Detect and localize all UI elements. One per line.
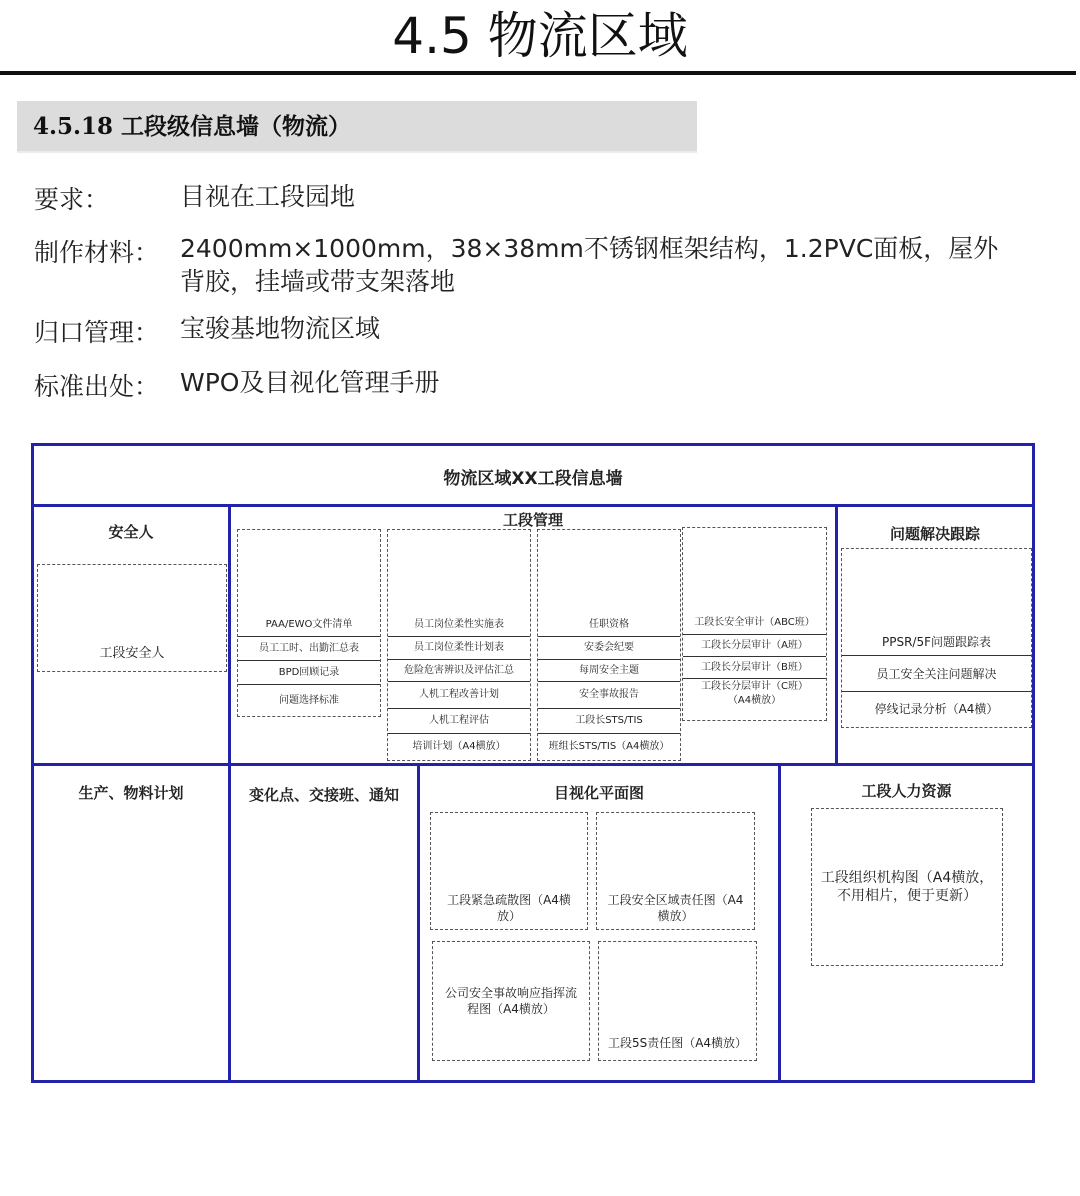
visual-panel bbox=[417, 763, 781, 1083]
visual-card-safety-zone bbox=[596, 812, 755, 930]
req-value-source: WPO及目视化管理手册 bbox=[180, 368, 440, 397]
req-value-material: 2400mm×1000mm，38×38mm不锈钢框架结构，1.2PVC面板，屋外 bbox=[180, 234, 999, 263]
req-label-source: 标准出处： bbox=[34, 372, 160, 401]
visual-card-5s bbox=[598, 941, 757, 1061]
production-panel bbox=[31, 763, 231, 1083]
management-col-3 bbox=[537, 529, 681, 761]
production-title: 生产、物料计划 bbox=[78, 784, 184, 802]
list-item: 人机工程评估 bbox=[388, 708, 530, 733]
management-col-1 bbox=[237, 529, 381, 717]
problem-title: 问题解决跟踪 bbox=[889, 525, 980, 543]
list-item: 停线记录分析（A4横） bbox=[842, 691, 1031, 725]
visual-card-accident-response bbox=[432, 941, 590, 1061]
list-item: 员工岗位柔性实施表 bbox=[414, 619, 504, 630]
req-label-material: 制作材料： bbox=[34, 238, 160, 267]
safety-panel bbox=[31, 504, 231, 766]
list-item: 工段长分层审计（C班） bbox=[683, 678, 826, 694]
safety-person-card bbox=[37, 564, 227, 672]
visual-card-evacuation bbox=[430, 812, 588, 930]
board-title-box bbox=[31, 443, 1035, 507]
req-label-requirement: 要求： bbox=[34, 185, 110, 214]
req-value-requirement: 目视在工段园地 bbox=[180, 182, 356, 211]
change-panel bbox=[228, 763, 420, 1083]
management-panel bbox=[228, 504, 838, 766]
management-col-4 bbox=[682, 527, 827, 721]
change-title: 变化点、交接班、通知 bbox=[248, 786, 399, 804]
list-item: 每周安全主题 bbox=[538, 659, 680, 681]
req-value-material-cont: 背胶，挂墙或带支架落地 bbox=[180, 267, 456, 296]
list-item: 问题选择标准 bbox=[238, 684, 380, 716]
req-label-management: 归口管理： bbox=[34, 318, 160, 347]
list-item: 工段长STS/TIS bbox=[538, 708, 680, 733]
list-item: 工段长分层审计（B班） bbox=[683, 656, 826, 678]
list-item: PAA/EWO文件清单 bbox=[265, 619, 353, 630]
list-item: 工段长分层审计（A班） bbox=[683, 634, 826, 656]
list-item: 安全事故报告 bbox=[538, 681, 680, 708]
list-item: 工段长安全审计（ABC班） bbox=[694, 617, 815, 628]
list-item: （A4横放） bbox=[727, 695, 782, 706]
visual-card-label: 工段紧急疏散图（A4横放） bbox=[447, 893, 571, 923]
safety-title: 安全人 bbox=[108, 523, 154, 541]
hr-title: 工段人力资源 bbox=[861, 782, 952, 800]
hr-card bbox=[811, 808, 1003, 966]
req-value-management: 宝骏基地物流区域 bbox=[180, 314, 381, 343]
visual-card-label: 公司安全事故响应指挥流程图（A4横放） bbox=[444, 986, 577, 1016]
management-col-2 bbox=[387, 529, 531, 761]
problem-card bbox=[841, 548, 1032, 728]
list-item: 班组长STS/TIS（A4横放） bbox=[538, 733, 680, 759]
list-item: 培训计划（A4横放） bbox=[388, 733, 530, 759]
visual-card-label: 工段5S责任图（A4横放） bbox=[607, 1036, 748, 1050]
list-item: 危险危害辨识及评估汇总 bbox=[388, 659, 530, 681]
hr-panel bbox=[778, 763, 1035, 1083]
list-item: PPSR/5F问题跟踪表 bbox=[881, 635, 991, 649]
section-heading: 4.5.18 工段级信息墙（物流） bbox=[17, 101, 697, 153]
board-title: 物流区域XX工段信息墙 bbox=[443, 469, 623, 489]
hr-card-label: 工段组织机构图（A4横放，不用相片，便于更新） bbox=[820, 870, 994, 904]
visual-title: 目视化平面图 bbox=[553, 784, 644, 802]
list-item: 人机工程改善计划 bbox=[388, 681, 530, 708]
list-item: 员工工时、出勤汇总表 bbox=[238, 636, 380, 660]
list-item: BPD回顾记录 bbox=[238, 660, 380, 684]
safety-person-label: 工段安全人 bbox=[99, 646, 165, 661]
management-title: 工段管理 bbox=[502, 511, 563, 529]
list-item: 员工岗位柔性计划表 bbox=[388, 636, 530, 659]
page-title: 4.5 物流区域 bbox=[392, 7, 688, 65]
problem-panel bbox=[835, 504, 1035, 766]
list-item: 任职资格 bbox=[589, 619, 629, 630]
visual-card-label: 工段安全区域责任图（A4横放） bbox=[607, 893, 744, 923]
list-item: 员工安全关注问题解决 bbox=[842, 655, 1031, 691]
list-item: 安委会纪要 bbox=[538, 636, 680, 659]
